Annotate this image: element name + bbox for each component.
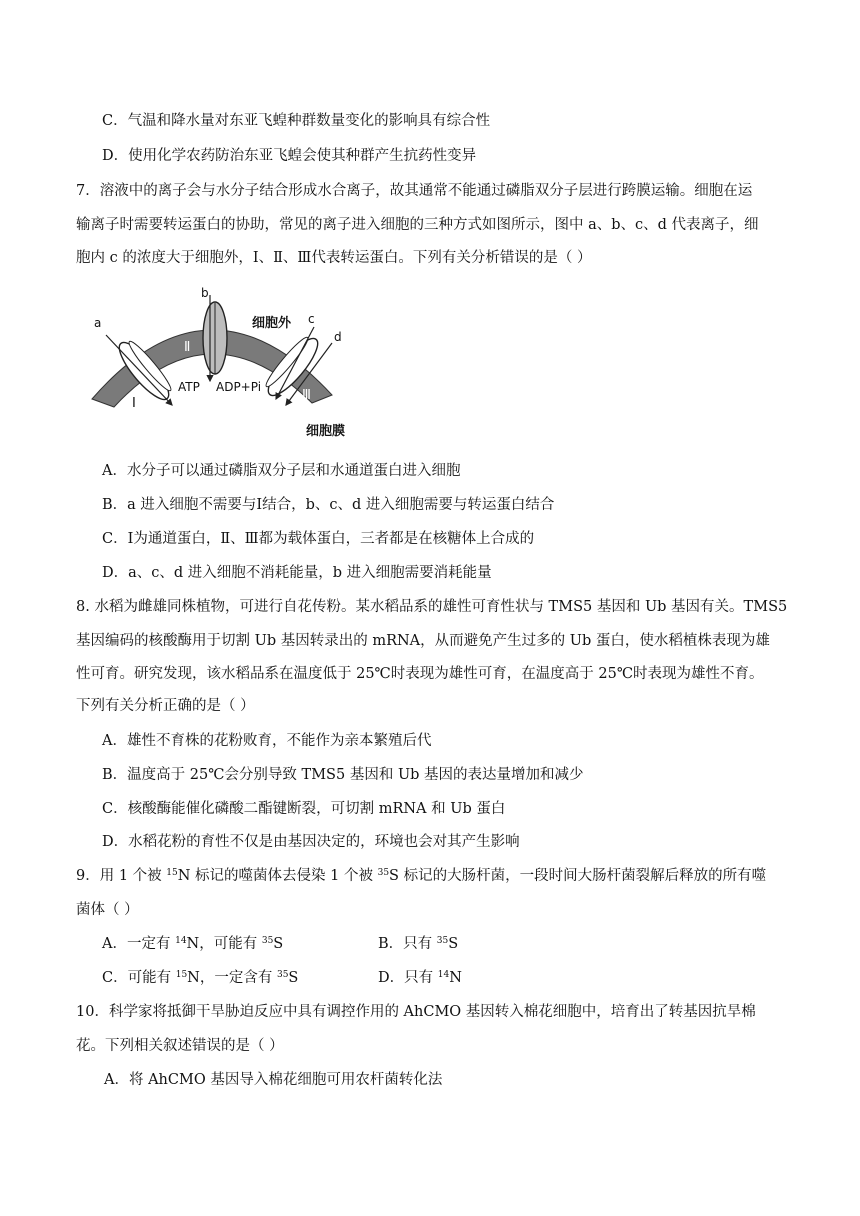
label-protein-II: Ⅱ	[184, 340, 191, 355]
q9-option-d: D．只有 $^{14}$N	[378, 970, 462, 986]
label-d: d	[334, 330, 342, 344]
q7-stem-line3: 胞内 c 的浓度大于细胞外，Ⅰ、Ⅱ、Ⅲ代表转运蛋白。下列有关分析错误的是（ ）	[76, 250, 592, 266]
q7-option-b: B．a 进入细胞不需要与Ⅰ结合，b、c、d 进入细胞需要与转运蛋白结合	[102, 497, 555, 513]
q8-stem-line1: 8. 水稻为雌雄同株植物，可进行自花传粉。某水稻品系的雄性可育性状与 TMS5 基因和 Ub 基因有关。TMS5	[76, 599, 788, 615]
q7-option-c: C．Ⅰ为通道蛋白，Ⅱ、Ⅲ都为载体蛋白，三者都是在核糖体上合成的	[102, 531, 535, 547]
q8-option-d: D．水稻花粉的育性不仅是由基因决定的，环境也会对其产生影响	[102, 834, 520, 850]
q10-stem-line2: 花。下列相关叙述错误的是（ ）	[76, 1038, 284, 1054]
q7-stem-line2: 输离子时需要转运蛋白的协助，常见的离子进入细胞的三种方式如图所示，图中 a、b、c、d 代表离子，细	[76, 217, 759, 233]
q6-option-c: C．气温和降水量对东亚飞蝗种群数量变化的影响具有综合性	[102, 113, 491, 129]
q8-stem-line4: 下列有关分析正确的是（ ）	[76, 698, 255, 714]
q9-option-b: B．只有 $^{35}$S	[378, 936, 459, 952]
transport-protein-II	[203, 302, 227, 374]
label-c: c	[308, 312, 315, 326]
q7-option-d: D．a、c、d 进入细胞不消耗能量，b 进入细胞需要消耗能量	[102, 565, 492, 581]
q9-stem-line2: 菌体（ ）	[76, 902, 139, 918]
q7-option-a: A．水分子可以通过磷脂双分子层和水通道蛋白进入细胞	[102, 463, 461, 479]
label-protein-I: Ⅰ	[132, 396, 136, 411]
q8-option-b: B．温度高于 25℃会分别导致 TMS5 基因和 Ub 基因的表达量增加和减少	[102, 767, 584, 783]
label-a: a	[94, 316, 102, 330]
q7-stem-line1: 7．溶液中的离子会与水分子结合形成水合离子，故其通常不能通过磷脂双分子层进行跨膜运输。细胞在运	[76, 183, 753, 199]
q9-option-c: C．可能有 $^{15}$N，一定含有 $^{35}$S	[102, 970, 299, 986]
label-b: b	[201, 286, 209, 300]
q8-option-c: C．核酸酶能催化磷酸二酯键断裂，可切割 mRNA 和 Ub 蛋白	[102, 801, 506, 817]
label-outside: 细胞外	[252, 316, 292, 331]
label-adp: ADP+Pi	[216, 380, 262, 394]
q6-option-d: D．使用化学农药防治东亚飞蝗会使其种群产生抗药性变异	[102, 148, 477, 164]
q8-stem-line3: 性可育。研究发现，该水稻品系在温度低于 25℃时表现为雄性可育，在温度高于 25℃时表现为雄性不育。	[76, 666, 764, 682]
q10-option-a: A．将 AhCMO 基因导入棉花细胞可用农杆菌转化法	[104, 1072, 443, 1088]
label-protein-III: Ⅲ	[302, 388, 311, 403]
label-atp: ATP	[178, 380, 200, 394]
q9-option-a: A．一定有 $^{14}$N，可能有 $^{35}$S	[102, 936, 284, 952]
q8-stem-line2: 基因编码的核酸酶用于切割 Ub 基因转录出的 mRNA，从而避免产生过多的 Ub 蛋白，使水稻植株表现为雄	[76, 633, 770, 649]
label-membrane: 细胞膜	[306, 424, 346, 439]
q10-stem-line1: 10．科学家将抵御干旱胁迫反应中具有调控作用的 AhCMO 基因转入棉花细胞中，培育出了转基因抗旱棉	[76, 1004, 756, 1020]
membrane-transport-figure	[88, 283, 348, 443]
q9-stem-line1: 9．用 1 个被 $^{15}$N 标记的噬菌体去侵染 1 个被 $^{35}$S 标记的大肠杆菌，一段时间大肠杆菌裂解后释放的所有噬	[76, 868, 767, 884]
q8-option-a: A．雄性不育株的花粉败育，不能作为亲本繁殖后代	[102, 733, 432, 749]
